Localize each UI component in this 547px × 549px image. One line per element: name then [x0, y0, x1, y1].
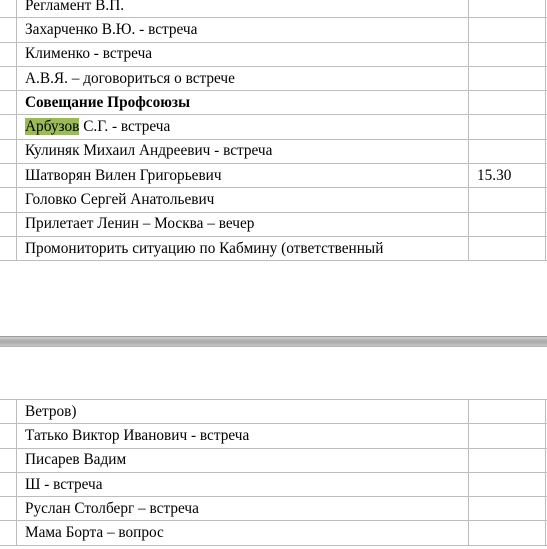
table-row — [0, 497, 547, 521]
row-text[interactable]: Ветров) — [17, 400, 469, 424]
row-text[interactable]: Кулиняк Михаил Андреевич - встреча — [17, 139, 469, 163]
row-text[interactable]: Шатворян Вилен Григорьевич — [17, 164, 469, 188]
table-row — [0, 66, 547, 90]
row-time[interactable] — [469, 42, 546, 66]
row-time[interactable] — [469, 115, 546, 139]
row-time[interactable] — [469, 18, 546, 42]
schedule-table-page-2 — [0, 399, 547, 546]
row-time[interactable] — [469, 497, 546, 521]
row-time[interactable] — [469, 521, 546, 545]
row-text[interactable]: А.В.Я. – договориться о встрече — [17, 66, 469, 90]
row-text[interactable]: Захарченко В.Ю. - встреча — [17, 18, 469, 42]
row-text-rest: С.Г. - встреча — [79, 118, 171, 136]
row-text[interactable]: Ш - встреча — [17, 472, 469, 496]
table-row — [0, 521, 547, 545]
table-row — [0, 0, 547, 18]
row-time[interactable] — [469, 236, 546, 260]
row-time[interactable] — [469, 472, 546, 496]
row-time[interactable] — [469, 212, 546, 236]
row-text[interactable]: Регламент В.П. — [17, 0, 469, 18]
row-text[interactable]: Татько Виктор Иванович - встреча — [17, 424, 469, 448]
table-row — [0, 115, 547, 139]
table-row — [0, 400, 547, 424]
document-page-bottom — [0, 347, 547, 549]
row-text[interactable]: Мама Борта – вопрос — [17, 521, 469, 545]
row-time[interactable] — [469, 448, 546, 472]
row-text[interactable]: Руслан Столберг – встреча — [17, 497, 469, 521]
table-row — [0, 236, 547, 260]
row-time[interactable] — [469, 400, 546, 424]
row-time[interactable] — [469, 0, 546, 18]
row-time[interactable] — [469, 188, 546, 212]
row-text[interactable]: Клименко - встреча — [17, 42, 469, 66]
page-break-separator — [0, 336, 547, 347]
table-row — [0, 164, 547, 188]
row-text[interactable]: Головко Сергей Анатольевич — [17, 188, 469, 212]
row-text[interactable]: Прилетает Ленин – Москва – вечер — [17, 212, 469, 236]
table-row — [0, 212, 547, 236]
row-time[interactable] — [469, 139, 546, 163]
table-row — [0, 188, 547, 212]
table-row — [0, 424, 547, 448]
table-row — [0, 18, 547, 42]
row-time[interactable] — [469, 91, 546, 115]
table-row — [0, 42, 547, 66]
table-row — [0, 139, 547, 163]
row-text[interactable] — [17, 115, 469, 139]
table-row — [0, 91, 547, 115]
table-row — [0, 472, 547, 496]
row-time[interactable] — [469, 424, 546, 448]
row-time[interactable]: 15.30 — [469, 164, 546, 188]
row-text[interactable]: Промониторить ситуацию по Кабмину (ответственный — [17, 236, 469, 260]
table-row — [0, 448, 547, 472]
row-text[interactable]: Писарев Вадим — [17, 448, 469, 472]
highlighted-name: Арбузов — [25, 118, 80, 136]
row-time[interactable] — [469, 66, 546, 90]
row-text-bold[interactable]: Совещание Профсоюзы — [17, 91, 469, 115]
schedule-table-page-1 — [0, 0, 547, 261]
